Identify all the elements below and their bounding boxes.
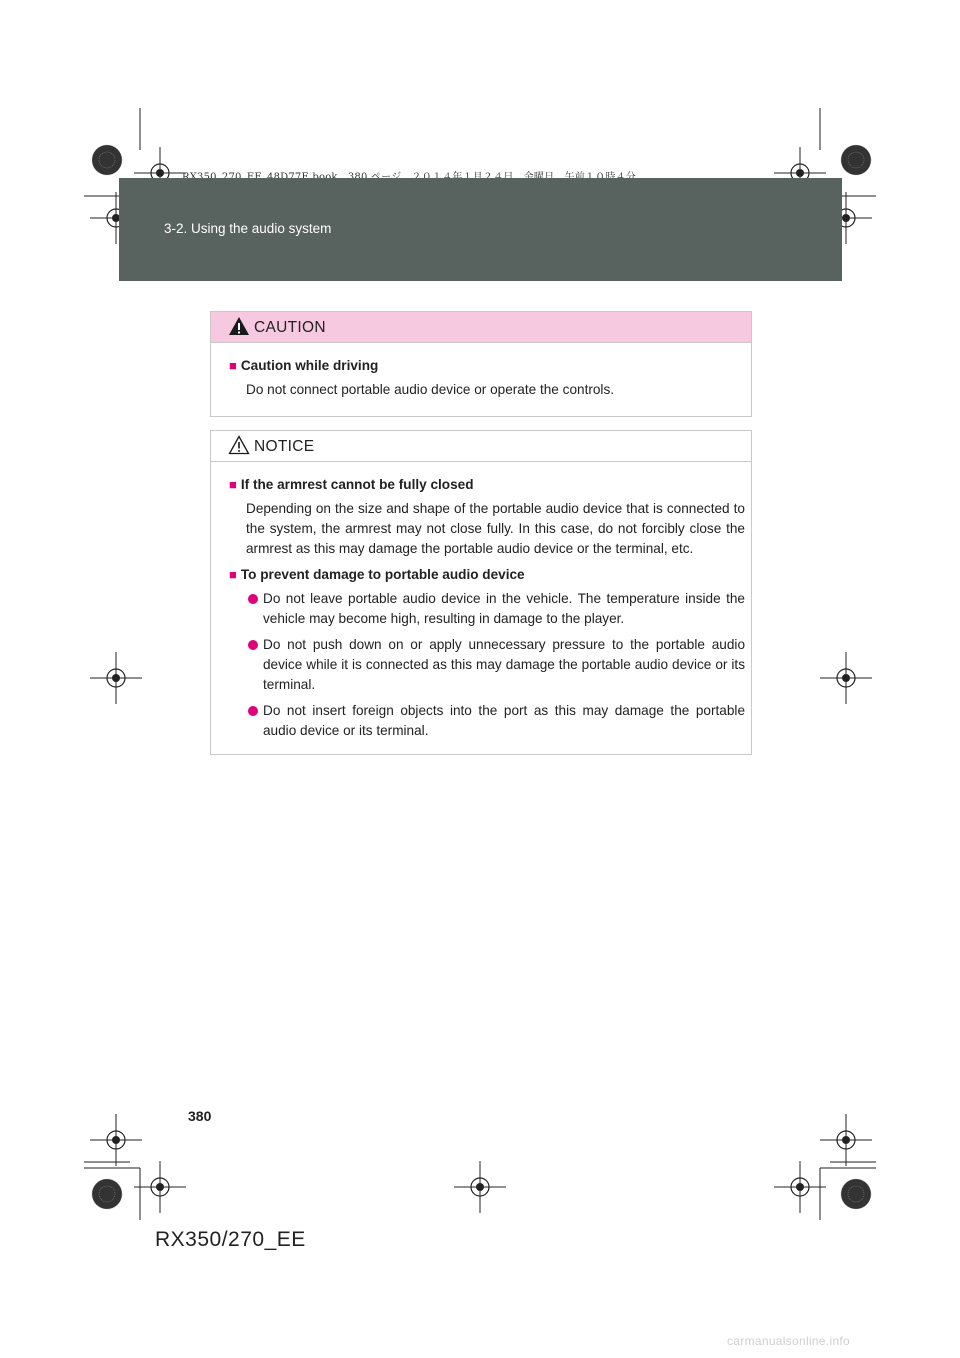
square-bullet-icon: ■ xyxy=(229,358,237,373)
caution-body xyxy=(211,343,751,400)
bullet-dot-icon xyxy=(248,706,258,716)
watermark: carmanualsonline.info xyxy=(727,1334,851,1348)
notice-body xyxy=(211,462,751,741)
caution-header xyxy=(211,312,751,343)
notice-heading-armrest: ■ If the armrest cannot be fully closed xyxy=(229,477,474,492)
bullet-dot-icon xyxy=(248,594,258,604)
notice-header xyxy=(211,431,751,462)
sunburst-mark-bottom-right xyxy=(841,1179,871,1209)
list-item: Do not leave portable audio device in the vehicle. The temperature inside the vehicle may become high, resulting in damage to the player. xyxy=(229,589,745,629)
bullet-dot-icon xyxy=(248,640,258,650)
caution-title: CAUTION xyxy=(254,319,326,336)
sunburst-mark-top-right xyxy=(841,145,871,175)
list-item: Do not insert foreign objects into the port as this may damage the portable audio device or its terminal. xyxy=(229,701,745,741)
notice-title: NOTICE xyxy=(254,438,315,455)
caution-text: Do not connect portable audio device or operate the controls. xyxy=(246,382,615,397)
warning-icon xyxy=(228,316,250,336)
notice-warning-icon xyxy=(228,435,250,455)
model-name: RX350/270_EE xyxy=(155,1228,306,1251)
square-bullet-icon: ■ xyxy=(229,477,237,492)
page-number: 380 xyxy=(188,1108,212,1124)
sunburst-mark-top-left xyxy=(92,145,122,175)
sunburst-mark-bottom-left xyxy=(92,1179,122,1209)
section-title: 3-2. Using the audio system xyxy=(164,221,332,236)
list-item: Do not push down on or apply unnecessary pressure to the portable audio device while it is connected as this may damage the portable audio device or its terminal. xyxy=(229,635,745,695)
square-bullet-icon: ■ xyxy=(229,567,237,582)
caution-heading: ■ Caution while driving xyxy=(229,358,379,373)
notice-box xyxy=(210,430,752,755)
notice-text-armrest: Depending on the size and shape of the portable audio device that is connected to the system, the armrest may not close fully. In this case, do not forcibly close the armrest as this may damage the portable audio device or the terminal, etc. xyxy=(246,501,745,556)
notice-heading-damage: ■ To prevent damage to portable audio device xyxy=(229,567,525,582)
caution-box xyxy=(210,311,752,417)
